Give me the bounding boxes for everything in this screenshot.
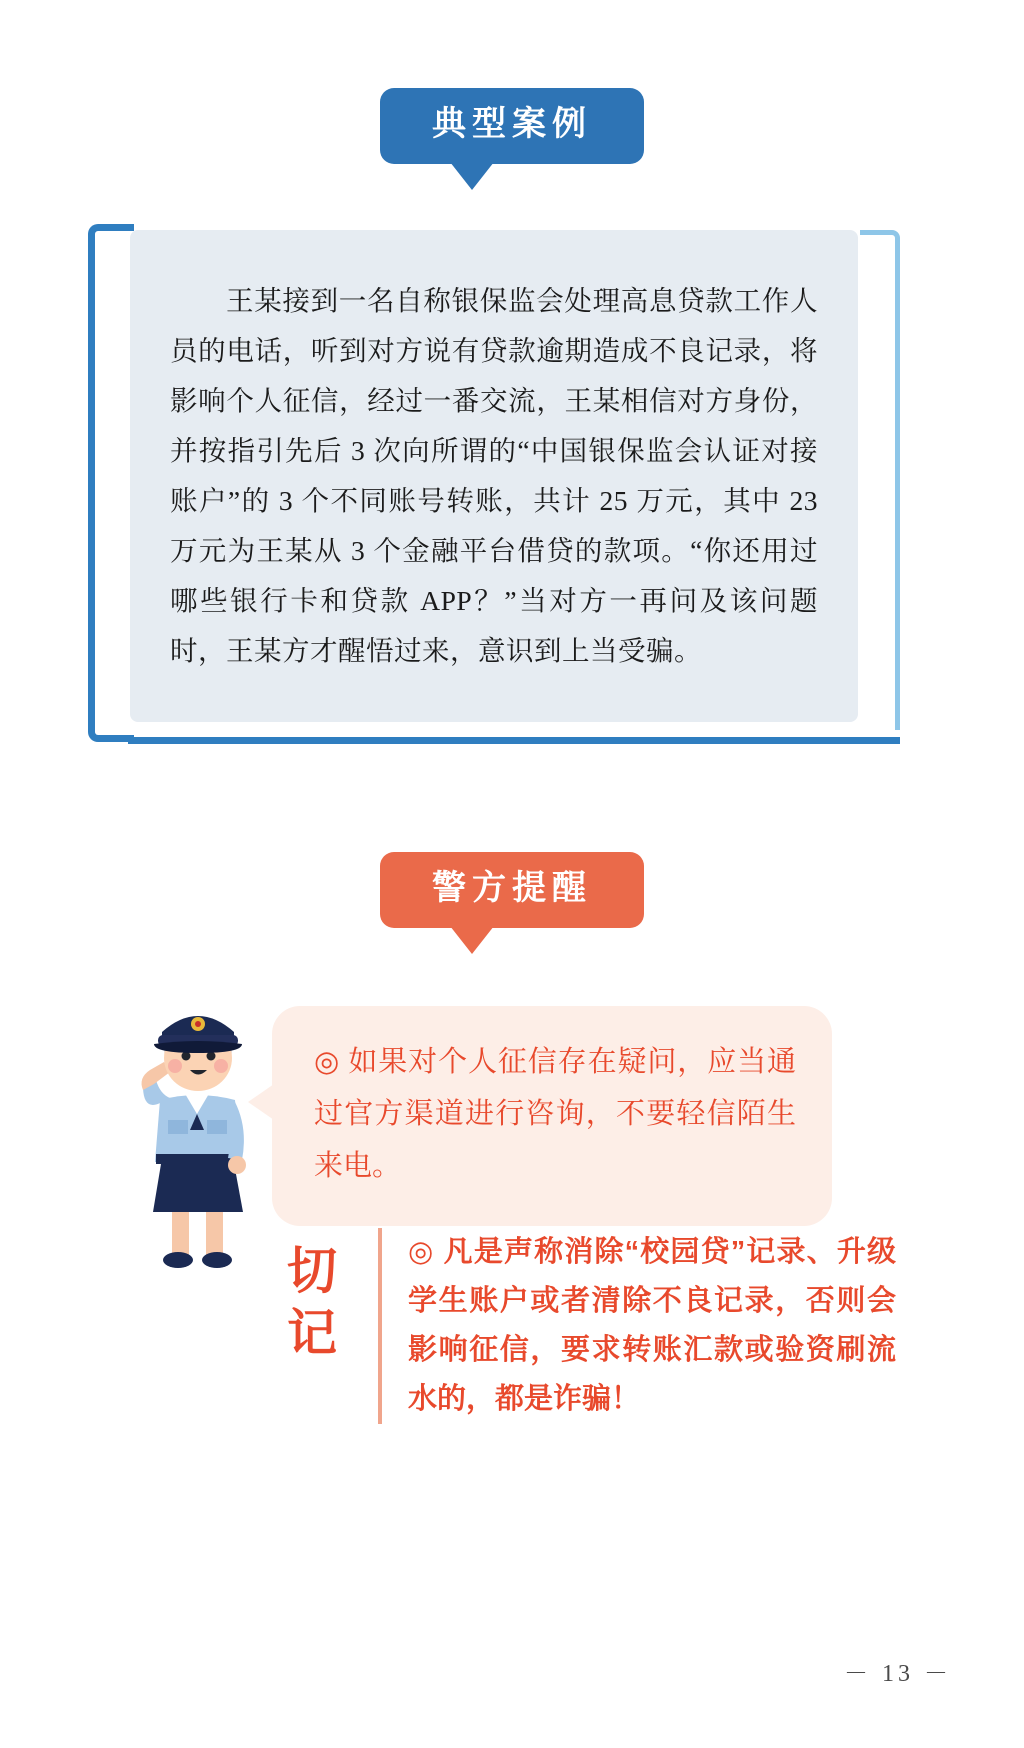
- police-badge-label: 警方提醒: [432, 870, 592, 907]
- remember-text: ◎ 凡是声称消除“校园贷”记录、升级学生账户或者清除不良记录，否则会影响征信，要求转账汇款或验资刷流水的，都是诈骗！: [378, 1228, 896, 1424]
- case-badge-wrap: [0, 88, 1024, 164]
- police-officer-illustration-icon: [110, 980, 285, 1270]
- case-frame-bottom-decoration: [128, 737, 900, 744]
- bubble-beak-icon: [248, 1084, 274, 1120]
- police-badge: [380, 852, 644, 928]
- remember-block: [287, 1228, 896, 1424]
- page-number: － 13 －: [844, 1661, 952, 1687]
- case-badge: [380, 88, 644, 164]
- police-tip-text: ◎ 如果对个人征信存在疑问，应当通过官方渠道进行咨询，不要轻信陌生来电。: [314, 1046, 796, 1182]
- case-frame-left-decoration: [88, 224, 134, 742]
- case-paragraph: 王某接到一名自称银保监会处理高息贷款工作人员的电话，听到对方说有贷款逾期造成不良记录，将影响个人征信，经过一番交流，王某相信对方身份，并按指引先后 3 次向所谓的“中国银保监会认证对接账户”的 3 个不同账号转账，共计 25 万元，其中 23 万元为王某从 3 个金融平台借贷的款项。“你还用过哪些银行卡和贷款 APP？”当对方一再问及该问题时，王某方才醒悟过来，意识到上当受骗。: [170, 285, 818, 666]
- case-frame-topright-decoration: [860, 230, 900, 730]
- police-badge-wrap: [0, 852, 1024, 928]
- case-badge-tail-icon: [450, 162, 494, 190]
- police-badge-tail-icon: [450, 926, 494, 954]
- remember-label: 切记: [287, 1243, 337, 1361]
- case-box: [88, 224, 900, 744]
- police-tip-bubble: [272, 1006, 832, 1226]
- case-badge-label: 典型案例: [432, 106, 592, 143]
- case-body: [130, 230, 858, 722]
